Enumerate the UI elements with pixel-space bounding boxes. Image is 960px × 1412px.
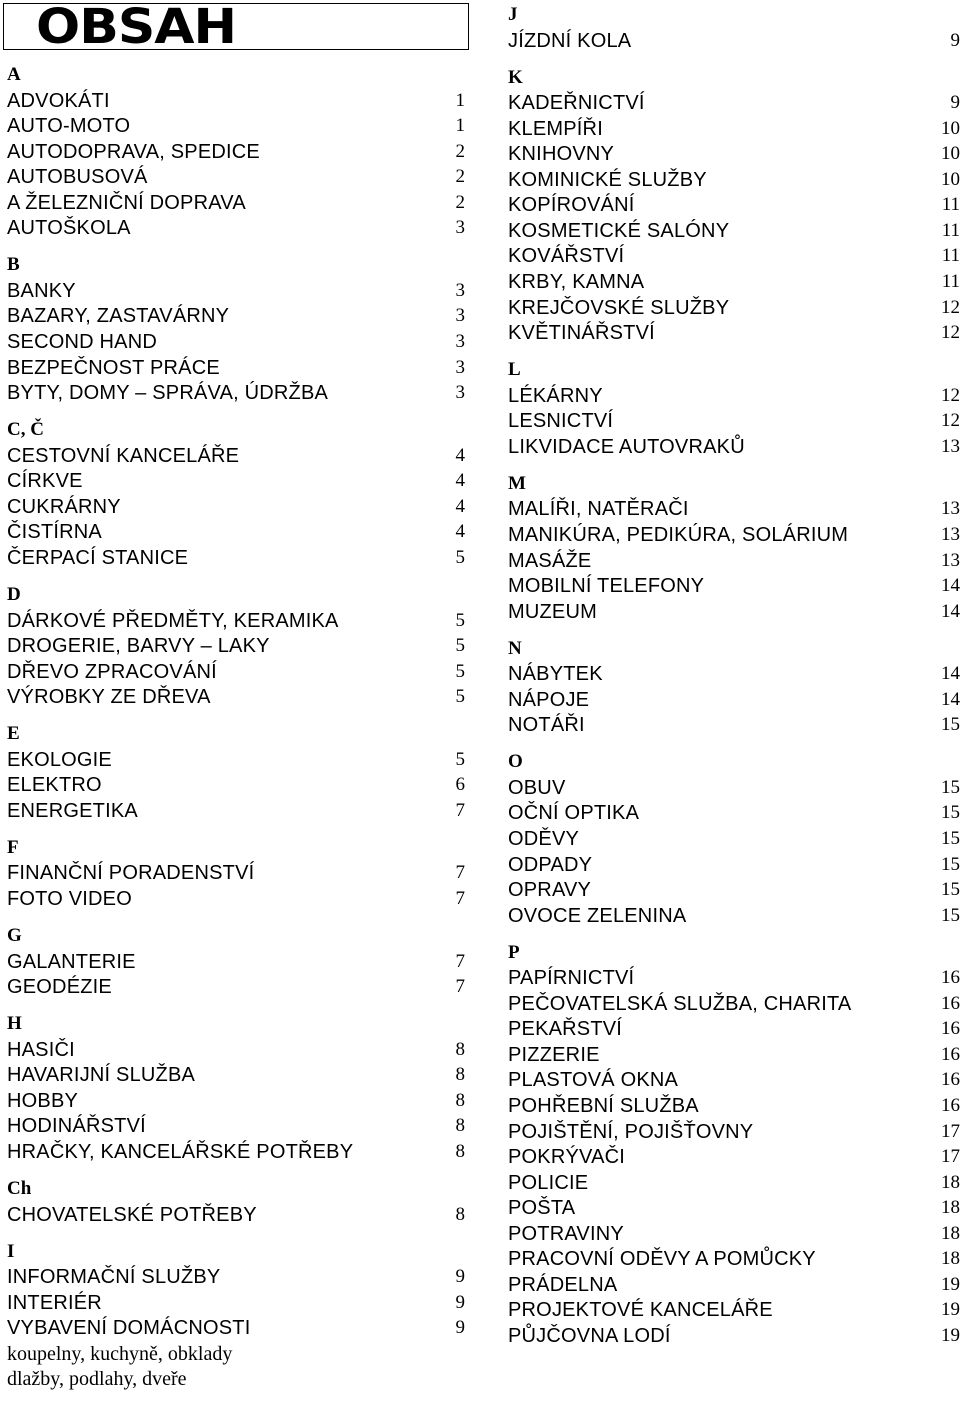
entry-page-number: 12 [941,384,960,406]
index-entry [7,1089,465,1113]
entry-page-number: 19 [941,1324,960,1346]
entry-name: PRACOVNÍ ODĚVY A POMŮCKY [508,1248,816,1271]
index-entry [7,279,465,303]
entry-name: POŠTA [508,1197,576,1220]
index-entry [7,1203,465,1227]
index-entry [508,688,960,712]
entry-page-number: 8 [455,1203,465,1225]
entry-name: INTERIÉR [7,1291,102,1314]
index-entry [7,1291,465,1315]
index-entry [7,89,465,113]
index-entry [508,168,960,192]
index-entry [7,609,465,633]
index-entry [508,1324,960,1348]
entry-name: BANKY [7,279,76,302]
entry-name: HRAČKY, KANCELÁŘSKÉ POTŘEBY [7,1140,354,1163]
entry-name: PEČOVATELSKÁ SLUŽBA, CHARITA [508,992,852,1015]
entry-page-number: 15 [941,714,960,736]
index-entry [508,1222,960,1246]
index-entry [508,1017,960,1041]
entry-name: ODPADY [508,853,593,876]
entry-page-number: 11 [941,194,960,216]
entry-page-number: 1 [455,115,465,137]
section-letter-b: B [7,254,20,276]
entry-name: DŘEVO ZPRACOVÁNÍ [7,660,217,683]
index-entry [7,685,465,709]
entry-name: MASÁŽE [508,549,592,572]
index-entry [508,853,960,877]
entry-page-number: 12 [941,410,960,432]
entry-page-number: 8 [455,1089,465,1111]
index-entry [7,660,465,684]
index-entry [7,1140,465,1164]
index-entry [7,1063,465,1087]
entry-name: KREJČOVSKÉ SLUŽBY [508,296,730,319]
entry-name: NOTÁŘI [508,714,585,737]
section-letter-g: G [7,925,22,947]
entry-name: A ŽELEZNIČNÍ DOPRAVA [7,191,246,214]
entry-page-number: 10 [941,117,960,139]
entry-name: PAPÍRNICTVÍ [508,967,635,990]
entry-page-number: 9 [950,92,960,114]
entry-page-number: 7 [455,976,465,998]
index-entry [508,801,960,825]
entry-name: OČNÍ OPTIKA [508,802,640,825]
entry-page-number: 5 [455,546,465,568]
index-entry [508,776,960,800]
entry-name: KOPÍROVÁNÍ [508,194,635,217]
entry-name: POLICIE [508,1171,589,1194]
entry-page-number: 3 [455,305,465,327]
section-letter-h: H [7,1013,22,1035]
entry-name: KVĚTINÁŘSTVÍ [508,322,655,345]
index-entry [508,600,960,624]
entry-name: CESTOVNÍ KANCELÁŘE [7,444,240,467]
index-entry [508,523,960,547]
entry-name: PLASTOVÁ OKNA [508,1069,679,1092]
index-entry [7,444,465,468]
index-entry [508,384,960,408]
entry-page-number: 15 [941,828,960,849]
entry-name: SECOND HAND [7,331,157,353]
entry-page-number: 18 [941,1171,960,1193]
entry-name: JÍZDNÍ KOLA [508,29,632,52]
index-entry [508,827,960,851]
entry-name: PROJEKTOVÉ KANCELÁŘE [508,1299,773,1322]
entry-name: GALANTERIE [7,950,136,973]
entry-page-number: 16 [941,1069,960,1091]
entry-page-number: 2 [455,166,465,188]
entry-page-number: 17 [941,1146,960,1168]
entry-name: POJIŠTĚNÍ, POJIŠŤOVNY [508,1120,754,1143]
entry-name: DÁRKOVÉ PŘEDMĚTY, KERAMIKA [7,609,339,632]
entry-name: LÉKÁRNY [508,384,603,407]
entry-name: LESNICTVÍ [508,410,614,433]
entry-name: HOBBY [7,1089,79,1112]
title-box [3,3,469,50]
entry-name: BEZPEČNOST PRÁCE [7,356,220,379]
index-entry [508,549,960,573]
section-letter-o: O [508,751,523,773]
entry-name: HODINÁŘSTVÍ [7,1115,146,1138]
index-entry [508,713,960,737]
index-entry [7,165,465,189]
entry-page-number: 8 [455,1115,465,1137]
entry-name: KOSMETICKÉ SALÓNY [508,219,730,242]
index-entry [7,520,465,544]
entry-page-number: 18 [941,1248,960,1270]
section-letter-p: P [508,941,520,963]
section-letter-k: K [508,66,523,88]
entry-name: ČISTÍRNA [7,521,102,544]
entry-page-number: 16 [941,1018,960,1040]
entry-page-number: 2 [455,191,465,213]
entry-name: NÁBYTEK [508,663,603,686]
entry-name: KOMINICKÉ SLUŽBY [508,168,707,191]
index-entry [508,91,960,115]
entry-page-number: 4 [455,444,465,466]
entry-note: koupelny, kuchyně, obklady [7,1342,233,1365]
entry-page-number: 3 [455,279,465,301]
entry-name: POHŘEBNÍ SLUŽBA [508,1095,699,1117]
entry-page-number: 15 [941,879,960,901]
entry-page-number: 7 [455,950,465,972]
entry-page-number: 9 [455,1317,465,1339]
index-entry [508,29,960,53]
entry-name: MALÍŘI, NATĚRAČI [508,498,689,521]
entry-name: AUTODOPRAVA, SPEDICE [7,140,260,163]
index-entry [7,381,465,405]
entry-page-number: 5 [455,609,465,631]
entry-page-number: 10 [941,143,960,165]
index-entry [508,296,960,320]
index-entry [508,1273,960,1297]
entry-page-number: 3 [455,217,465,239]
entry-page-number: 3 [455,382,465,404]
entry-page-number: 1 [455,89,465,111]
page-title: OBSAH [36,3,237,50]
entry-name: MOBILNÍ TELEFONY [508,575,705,598]
entry-page-number: 4 [455,470,465,492]
entry-page-number: 16 [941,967,960,989]
entry-page-number: 17 [941,1120,960,1142]
entry-name: KNIHOVNY [508,143,615,166]
entry-name: AUTOBUSOVÁ [7,166,148,189]
entry-page-number: 13 [941,549,960,571]
entry-name: CUKRÁRNY [7,495,121,518]
index-entry [7,634,465,658]
index-entry [7,469,465,493]
index-entry [7,114,465,138]
entry-page-number: 15 [941,802,960,824]
entry-name: NÁPOJE [508,688,590,711]
index-entry [7,304,465,328]
section-letter-d: D [7,583,21,605]
entry-name: KRBY, KAMNA [508,271,645,293]
entry-page-number: 14 [941,600,960,622]
entry-name: OPRAVY [508,879,592,902]
entry-note: dlažby, podlahy, dveře [7,1368,187,1391]
entry-name: CÍRKVE [7,470,83,493]
index-entry [7,191,465,215]
index-entry [508,662,960,686]
entry-page-number: 16 [941,1043,960,1065]
index-entry [7,861,465,885]
entry-name: AUTO-MOTO [7,115,131,138]
entry-name: ENERGETIKA [7,799,138,822]
section-letter-n: N [508,637,522,659]
index-entry [508,1120,960,1144]
index-entry [7,356,465,380]
entry-name: OBUV [508,776,566,799]
entry-name: KLEMPÍŘI [508,117,603,140]
index-entry [508,142,960,166]
entry-name: POTRAVINY [508,1222,624,1245]
entry-name: KADEŘNICTVÍ [508,92,645,115]
entry-name: HAVARIJNÍ SLUŽBA [7,1064,196,1087]
index-entry [508,435,960,459]
index-entry [508,1247,960,1271]
index-entry [508,1043,960,1067]
entry-page-number: 12 [941,296,960,318]
index-entry [7,773,465,797]
entry-page-number: 3 [455,331,465,352]
entry-page-number: 13 [941,523,960,545]
index-entry [508,1171,960,1195]
section-letter-e: E [7,723,20,745]
entry-name: BYTY, DOMY – SPRÁVA, ÚDRŽBA [7,382,329,405]
index-entry [7,799,465,823]
entry-page-number: 19 [941,1299,960,1321]
index-entry [508,244,960,268]
entry-page-number: 14 [941,663,960,685]
entry-page-number: 13 [941,498,960,520]
index-entry [508,321,960,345]
index-entry [7,546,465,570]
section-letter-m: M [508,472,526,494]
section-letter-a: A [7,64,21,85]
entry-name: PIZZERIE [508,1043,600,1066]
index-entry [508,992,960,1016]
entry-page-number: 19 [941,1273,960,1295]
entry-page-number: 5 [455,635,465,657]
index-entry [7,140,465,164]
entry-page-number: 7 [455,862,465,884]
entry-name: ADVOKÁTI [7,89,110,112]
entry-name: CHOVATELSKÉ POTŘEBY [7,1203,257,1226]
entry-name: INFORMAČNÍ SLUŽBY [7,1266,221,1289]
entry-name: PRÁDELNA [508,1273,618,1296]
entry-name: MANIKÚRA, PEDIKÚRA, SOLÁRIUM [508,523,849,546]
entry-name: GEODÉZIE [7,976,112,999]
entry-name: PŮJČOVNA LODÍ [508,1324,671,1347]
entry-name: ODĚVY [508,828,580,850]
index-entry [508,1094,960,1118]
section-letter-ch: Ch [7,1178,32,1199]
index-entry [7,887,465,911]
entry-page-number: 15 [941,904,960,926]
entry-page-number: 18 [941,1222,960,1244]
entry-name: KOVÁŘSTVÍ [508,245,625,268]
entry-page-number: 8 [455,1064,465,1086]
entry-page-number: 4 [455,521,465,543]
entry-page-number: 9 [455,1266,465,1288]
entry-page-number: 5 [455,748,465,770]
index-entry [508,1145,960,1169]
index-entry [7,1038,465,1062]
entry-page-number: 15 [941,853,960,875]
index-entry [7,495,465,519]
entry-page-number: 11 [941,219,960,241]
entry-page-number: 16 [941,1095,960,1116]
index-entry [508,574,960,598]
entry-name: FOTO VIDEO [7,888,132,910]
entry-page-number: 16 [941,992,960,1014]
section-letter-i: I [7,1240,15,1262]
entry-page-number: 10 [941,168,960,190]
index-entry [7,216,465,240]
entry-name: POKRÝVAČI [508,1146,626,1169]
index-entry [508,1298,960,1322]
section-letter-c-c: C, Č [7,419,44,441]
entry-page-number: 13 [941,435,960,457]
index-entry [508,193,960,217]
entry-page-number: 14 [941,688,960,710]
section-letter-l: L [508,359,521,381]
index-entry [7,950,465,974]
index-entry [7,1114,465,1138]
index-entry [508,904,960,928]
entry-name: BAZARY, ZASTAVÁRNY [7,305,230,328]
entry-page-number: 2 [455,140,465,162]
index-entry [508,409,960,433]
entry-page-number: 11 [941,271,960,292]
entry-name: LIKVIDACE AUTOVRAKŮ [508,435,745,458]
entry-page-number: 11 [941,245,960,267]
entry-page-number: 5 [455,660,465,682]
entry-name: HASIČI [7,1038,75,1061]
entry-page-number: 5 [455,686,465,708]
entry-name: ČERPACÍ STANICE [7,546,189,569]
entry-name: DROGERIE, BARVY – LAKY [7,635,270,658]
index-entry [508,270,960,294]
entry-name: FINANČNÍ PORADENSTVÍ [7,862,255,885]
index-entry [508,117,960,141]
entry-name: OVOCE ZELENINA [508,904,687,927]
entry-name: VÝROBKY ZE DŘEVA [7,686,211,709]
entry-name: PEKAŘSTVÍ [508,1018,623,1041]
entry-name: VYBAVENÍ DOMÁCNOSTI [7,1317,251,1340]
index-entry [7,975,465,999]
section-letter-f: F [7,836,19,858]
index-entry [7,1316,465,1340]
entry-page-number: 14 [941,575,960,597]
entry-page-number: 6 [455,774,465,796]
entry-page-number: 9 [950,29,960,51]
index-entry [508,1068,960,1092]
entry-page-number: 4 [455,495,465,517]
entry-name: EKOLOGIE [7,748,112,771]
index-entry [7,330,465,354]
entry-page-number: 15 [941,776,960,798]
entry-page-number: 8 [455,1038,465,1060]
entry-page-number: 3 [455,356,465,378]
entry-page-number: 18 [941,1197,960,1219]
entry-page-number: 9 [455,1291,465,1313]
index-entry [7,748,465,772]
entry-page-number: 7 [455,799,465,821]
entry-name: AUTOŠKOLA [7,217,131,240]
entry-page-number: 7 [455,888,465,909]
index-entry [508,966,960,990]
index-entry [508,497,960,521]
index-entry [508,219,960,243]
index-entry [7,1265,465,1289]
entry-page-number: 12 [941,322,960,344]
entry-name: MUZEUM [508,600,597,623]
section-letter-j: J [508,4,518,25]
entry-page-number: 8 [455,1140,465,1162]
index-entry [508,1196,960,1220]
entry-name: ELEKTRO [7,774,102,797]
index-entry [508,878,960,902]
